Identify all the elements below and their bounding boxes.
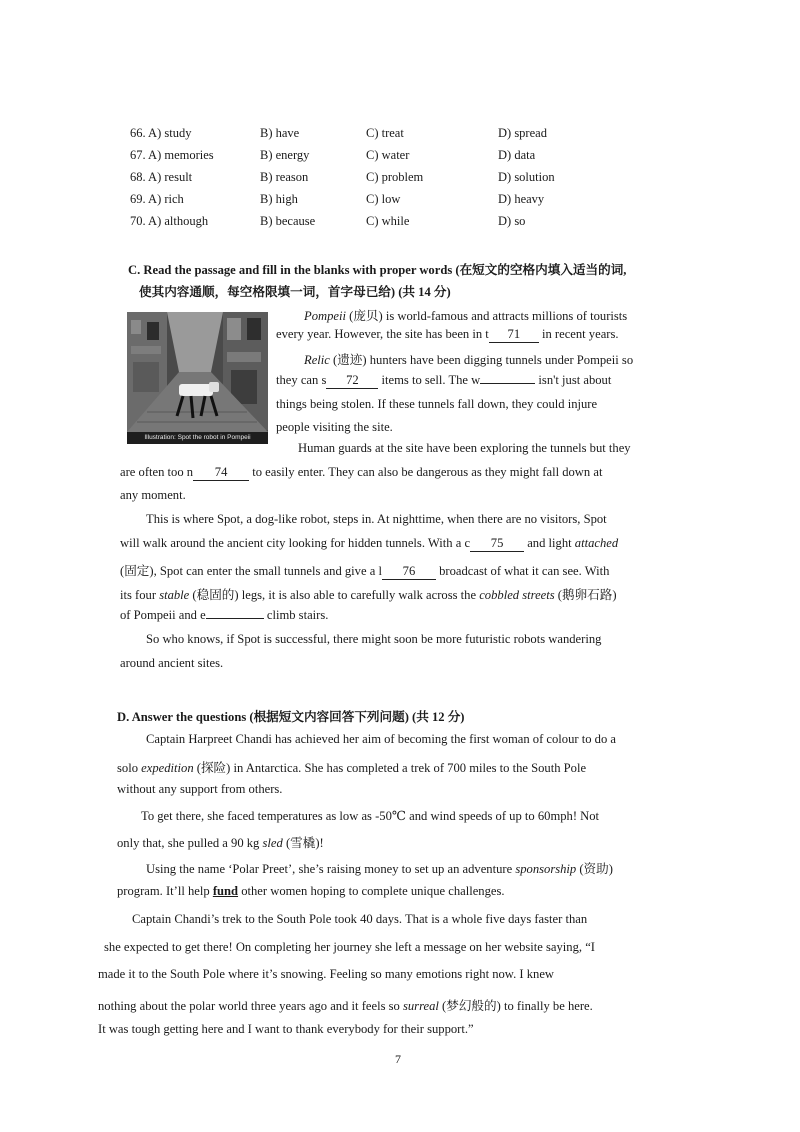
option-68d: D) solution — [498, 170, 555, 184]
page-number: 7 — [395, 1052, 401, 1066]
option-67a: 67. A) memories — [130, 148, 214, 162]
text: to easily enter. They can also be dangerous as they might fall down at — [249, 465, 603, 479]
d-line-7 — [117, 884, 505, 899]
term-sponsorship: sponsorship — [515, 862, 577, 876]
text: (雪橇)! — [282, 836, 324, 850]
text: (资助) — [576, 862, 613, 876]
blank-71[interactable]: 71 — [489, 328, 539, 343]
option-67d: D) data — [498, 148, 536, 162]
text: and light — [524, 536, 575, 550]
text: of Pompeii and e — [120, 608, 206, 622]
text: (稳固的) legs, it is also able to carefully walk across the — [189, 588, 480, 602]
option-67b: B) energy — [260, 148, 310, 162]
c-line-4 — [276, 373, 611, 389]
text: (探险) in Antarctica. She has completed a trek of 700 miles to the South Pole — [193, 761, 587, 775]
option-67c: C) water — [366, 148, 410, 162]
blank-74[interactable]: 74 — [193, 466, 249, 481]
d-line-11 — [98, 995, 593, 1014]
term-expedition: expedition — [141, 761, 194, 775]
text: isn't just about — [535, 373, 612, 387]
c-line-12 — [120, 560, 609, 580]
blank-77[interactable] — [206, 618, 264, 619]
d-line-4: To get there, she faced temperatures as low as -50℃ and wind speeds of up to 60mph! Not — [141, 809, 600, 823]
d-line-9: she expected to get there! On completing her journey she left a message on her website saying, “I — [104, 940, 595, 954]
c-line-16: around ancient sites. — [120, 656, 224, 670]
text: other women hoping to complete unique challenges. — [238, 884, 505, 898]
c-line-1 — [304, 305, 627, 324]
option-66d: D) spread — [498, 126, 547, 140]
text: broadcast of what it can see. With — [435, 564, 610, 578]
option-70a: 70. A) although — [130, 214, 209, 228]
text: nothing about the polar world three years ago and it feels so — [98, 999, 403, 1013]
option-68c: C) problem — [366, 170, 424, 184]
c-line-13 — [120, 584, 617, 603]
text: program. It’ll help — [117, 884, 213, 898]
term-fund: fund — [212, 884, 239, 898]
text: climb stairs. — [263, 608, 329, 622]
text: (固定), Spot can enter the small tunnels and give a l — [120, 564, 382, 578]
option-66c: C) treat — [366, 126, 404, 140]
d-line-5 — [117, 832, 324, 851]
option-69c: C) low — [366, 192, 401, 206]
c-line-9: any moment. — [120, 488, 186, 502]
section-d-heading: D. Answer the questions (根据短文内容回答下列问题) (共 12 分) — [117, 710, 465, 724]
c-line-8 — [120, 465, 602, 481]
option-69d: D) heavy — [498, 192, 545, 206]
d-line-6 — [146, 858, 613, 877]
option-70d: D) so — [498, 214, 526, 228]
d-line-1: Captain Harpreet Chandi has achieved her aim of becoming the first woman of colour to do a — [146, 732, 617, 746]
text: (梦幻般的) to finally be here. — [438, 999, 593, 1013]
text: only that, she pulled a 90 kg — [117, 836, 263, 850]
d-line-3: without any support from others. — [117, 782, 283, 796]
text: will walk around the ancient city looking for hidden tunnels. With a c — [120, 536, 471, 550]
blank-76[interactable]: 76 — [382, 565, 436, 580]
option-68b: B) reason — [260, 170, 309, 184]
term-stable: stable — [159, 588, 190, 602]
c-line-15: So who knows, if Spot is successful, there might soon be more futuristic robots wandering — [146, 632, 602, 646]
blank-72[interactable]: 72 — [326, 374, 378, 389]
d-line-12: It was tough getting here and I want to thank everybody for their support.” — [98, 1022, 474, 1036]
text: in recent years. — [538, 327, 619, 341]
term-cobbled-streets: cobbled streets — [479, 588, 555, 602]
term-sled: sled — [262, 836, 283, 850]
c-line-6: people visiting the site. — [276, 420, 393, 434]
c-line-7: Human guards at the site have been exploring the tunnels but they — [298, 441, 631, 455]
section-c-heading-cont: 使其内容通顺，每空格限填一词，首字母已给) (共 14 分) — [139, 285, 451, 299]
c-line-11 — [120, 536, 618, 552]
d-line-10: made it to the South Pole where it’s snowing. Feeling so many emotions right now. I knew — [98, 967, 555, 981]
text: its four — [120, 588, 160, 602]
text: (庞贝) is world-famous and attracts millions of tourists — [345, 309, 628, 323]
c-line-14 — [120, 608, 328, 623]
c-line-10: This is where Spot, a dog-like robot, steps in. At nighttime, when there are no visitors, Spot — [146, 512, 607, 526]
figure-caption: Illustration: Spot the robot in Pompeii — [127, 432, 268, 444]
term-pompeii: Pompeii — [304, 309, 346, 323]
option-66b: B) have — [260, 126, 300, 140]
text: Using the name ‘Polar Preet’, she’s raising money to set up an adventure — [146, 862, 516, 876]
c-line-3 — [304, 349, 633, 368]
option-66a: 66. A) study — [130, 126, 192, 140]
text: every year. However, the site has been in t — [276, 327, 489, 341]
section-c-heading: C. Read the passage and fill in the blanks with proper words (在短文的空格内填入适当的词, — [128, 263, 627, 277]
text: items to sell. The w — [378, 373, 481, 387]
option-70b: B) because — [260, 214, 316, 228]
option-69a: 69. A) rich — [130, 192, 184, 206]
text: (鹅卵石路) — [554, 588, 617, 602]
text: solo — [117, 761, 142, 775]
d-line-2 — [117, 757, 586, 776]
blank-73[interactable] — [480, 383, 535, 384]
text: (遗迹) hunters have been digging tunnels under Pompeii so — [329, 353, 634, 367]
term-attached: attached — [574, 536, 619, 550]
text: they can s — [276, 373, 327, 387]
blank-75[interactable]: 75 — [470, 537, 524, 552]
robot-illustration — [127, 312, 268, 444]
option-70c: C) while — [366, 214, 410, 228]
option-69b: B) high — [260, 192, 298, 206]
d-line-8: Captain Chandi’s trek to the South Pole took 40 days. That is a whole five days faster than — [132, 912, 588, 926]
term-surreal: surreal — [402, 999, 439, 1013]
option-68a: 68. A) result — [130, 170, 193, 184]
c-line-5: things being stolen. If these tunnels fall down, they could injure — [276, 397, 598, 411]
term-relic: Relic — [304, 353, 330, 367]
c-line-2 — [276, 327, 619, 343]
text: are often too n — [120, 465, 194, 479]
